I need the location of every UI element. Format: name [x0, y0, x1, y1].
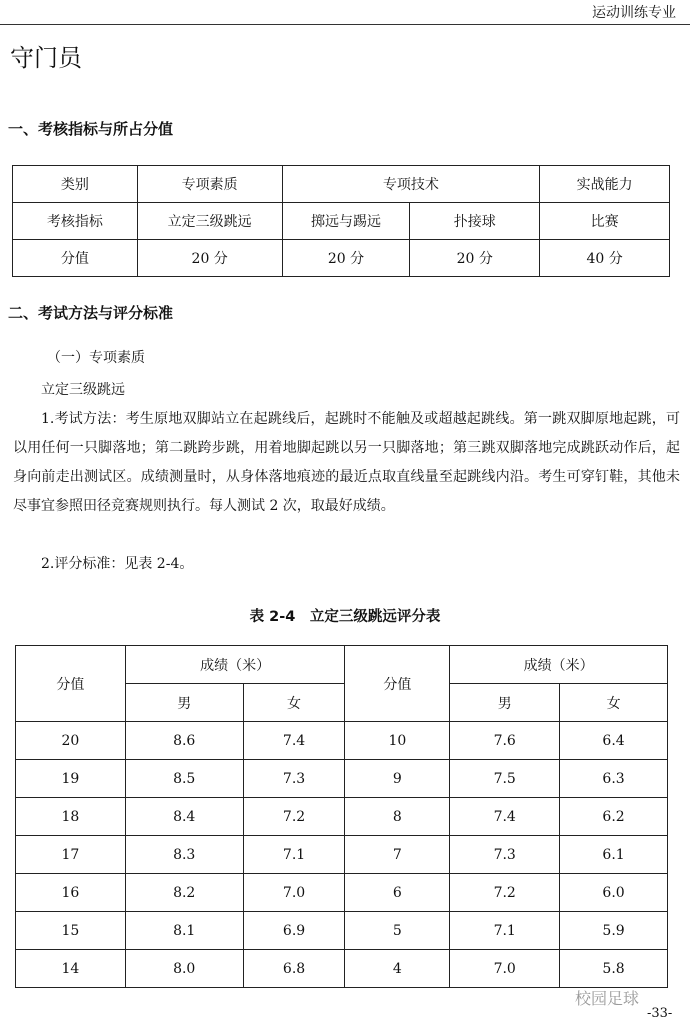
table-cell: 6.1 [560, 836, 668, 874]
table-row [13, 203, 670, 240]
section-heading-1: 一、考核指标与所占分值 [8, 120, 174, 138]
table-caption: 表 2-4 立定三级跳远评分表 [249, 609, 441, 625]
table-cell: 7.0 [243, 874, 345, 912]
table-cell: 16 [16, 874, 126, 912]
table-cell: 专项素质 [137, 166, 282, 203]
table-row [13, 166, 670, 203]
header-cell: 女 [243, 684, 345, 722]
table-row [16, 912, 668, 950]
table-row [16, 722, 668, 760]
table-cell: 掷远与踢远 [282, 203, 410, 240]
table-cell: 7.4 [450, 798, 560, 836]
table-row [16, 760, 668, 798]
table-cell: 10 [345, 722, 450, 760]
table-row [16, 836, 668, 874]
standard-paragraph: 2.评分标准：见表 2-4。 [41, 556, 194, 572]
table-cell: 5 [345, 912, 450, 950]
header-cell: 分值 [16, 646, 126, 722]
table-cell: 6.3 [560, 760, 668, 798]
table-cell: 18 [16, 798, 126, 836]
table-cell: 9 [345, 760, 450, 798]
page-title: 守门员 [10, 44, 82, 72]
table-cell: 6 [345, 874, 450, 912]
table-cell: 20 分 [410, 240, 540, 277]
table-cell: 6.9 [243, 912, 345, 950]
table-cell: 7.2 [450, 874, 560, 912]
score-table [15, 645, 668, 988]
table-cell: 5.9 [560, 912, 668, 950]
table-cell: 7.1 [243, 836, 345, 874]
header-cell: 分值 [345, 646, 450, 722]
table-header-row [16, 646, 668, 684]
table-cell: 考核指标 [13, 203, 138, 240]
table-cell: 分值 [13, 240, 138, 277]
table-cell: 8.0 [125, 950, 243, 988]
method-paragraph: 1.考试方法：考生原地双脚站立在起跳线后，起跳时不能触及或超越起跳线。第一跳双脚原地起跳，可以用任何一只脚落地；第二跳跨步跳，用着地脚起跳以另一只脚落地；第三跳双脚落地完成跳跃动作后，起身向前走出测试区。成绩测量时，从身体落地痕迹的最近点取直线量至起跳线内沿。考生可穿钉鞋，其他未尽事宜参照田径竞赛规则执行。每人测试 2 次，取最好成绩。 [13, 411, 680, 514]
table-cell: 8 [345, 798, 450, 836]
table-row [16, 798, 668, 836]
table-cell: 8.1 [125, 912, 243, 950]
table-cell: 40 分 [540, 240, 670, 277]
table-cell: 20 [16, 722, 126, 760]
table-cell: 8.3 [125, 836, 243, 874]
table-cell: 比赛 [540, 203, 670, 240]
running-header: 运动训练专业 [592, 5, 676, 21]
table-cell: 7.3 [450, 836, 560, 874]
header-cell: 成绩（米） [450, 646, 668, 684]
assessment-table [12, 165, 670, 277]
table-cell: 8.5 [125, 760, 243, 798]
page-number: -33- [647, 1006, 673, 1021]
header-cell: 成绩（米） [125, 646, 345, 684]
table-cell: 8.2 [125, 874, 243, 912]
table-cell: 6.8 [243, 950, 345, 988]
table-cell: 7.6 [450, 722, 560, 760]
table-cell: 类别 [13, 166, 138, 203]
table-cell: 扑接球 [410, 203, 540, 240]
table-cell: 6.2 [560, 798, 668, 836]
table-cell: 7.0 [450, 950, 560, 988]
table-cell: 实战能力 [540, 166, 670, 203]
table-cell: 20 分 [137, 240, 282, 277]
table-row [16, 874, 668, 912]
table-cell: 7.2 [243, 798, 345, 836]
table-cell: 7.1 [450, 912, 560, 950]
table-cell: 7.5 [450, 760, 560, 798]
item-title: 立定三级跳远 [41, 382, 125, 398]
table-row [13, 240, 670, 277]
table-cell: 4 [345, 950, 450, 988]
table-cell: 5.8 [560, 950, 668, 988]
table-cell: 8.4 [125, 798, 243, 836]
section-heading-2: 二、考试方法与评分标准 [8, 304, 174, 322]
table-cell: 15 [16, 912, 126, 950]
table-cell: 7.3 [243, 760, 345, 798]
header-divider [0, 24, 690, 25]
header-cell: 女 [560, 684, 668, 722]
table-cell: 19 [16, 760, 126, 798]
table-cell: 专项技术 [282, 166, 540, 203]
header-cell: 男 [125, 684, 243, 722]
table-cell: 8.6 [125, 722, 243, 760]
subsection-heading: （一）专项素质 [47, 350, 145, 366]
table-cell: 7.4 [243, 722, 345, 760]
table-cell: 6.4 [560, 722, 668, 760]
table-cell: 6.0 [560, 874, 668, 912]
watermark: 校园足球 [575, 989, 640, 1008]
table-cell: 立定三级跳远 [137, 203, 282, 240]
table-cell: 17 [16, 836, 126, 874]
header-cell: 男 [450, 684, 560, 722]
table-cell: 14 [16, 950, 126, 988]
table-cell: 7 [345, 836, 450, 874]
table-cell: 20 分 [282, 240, 410, 277]
table-row [16, 950, 668, 988]
